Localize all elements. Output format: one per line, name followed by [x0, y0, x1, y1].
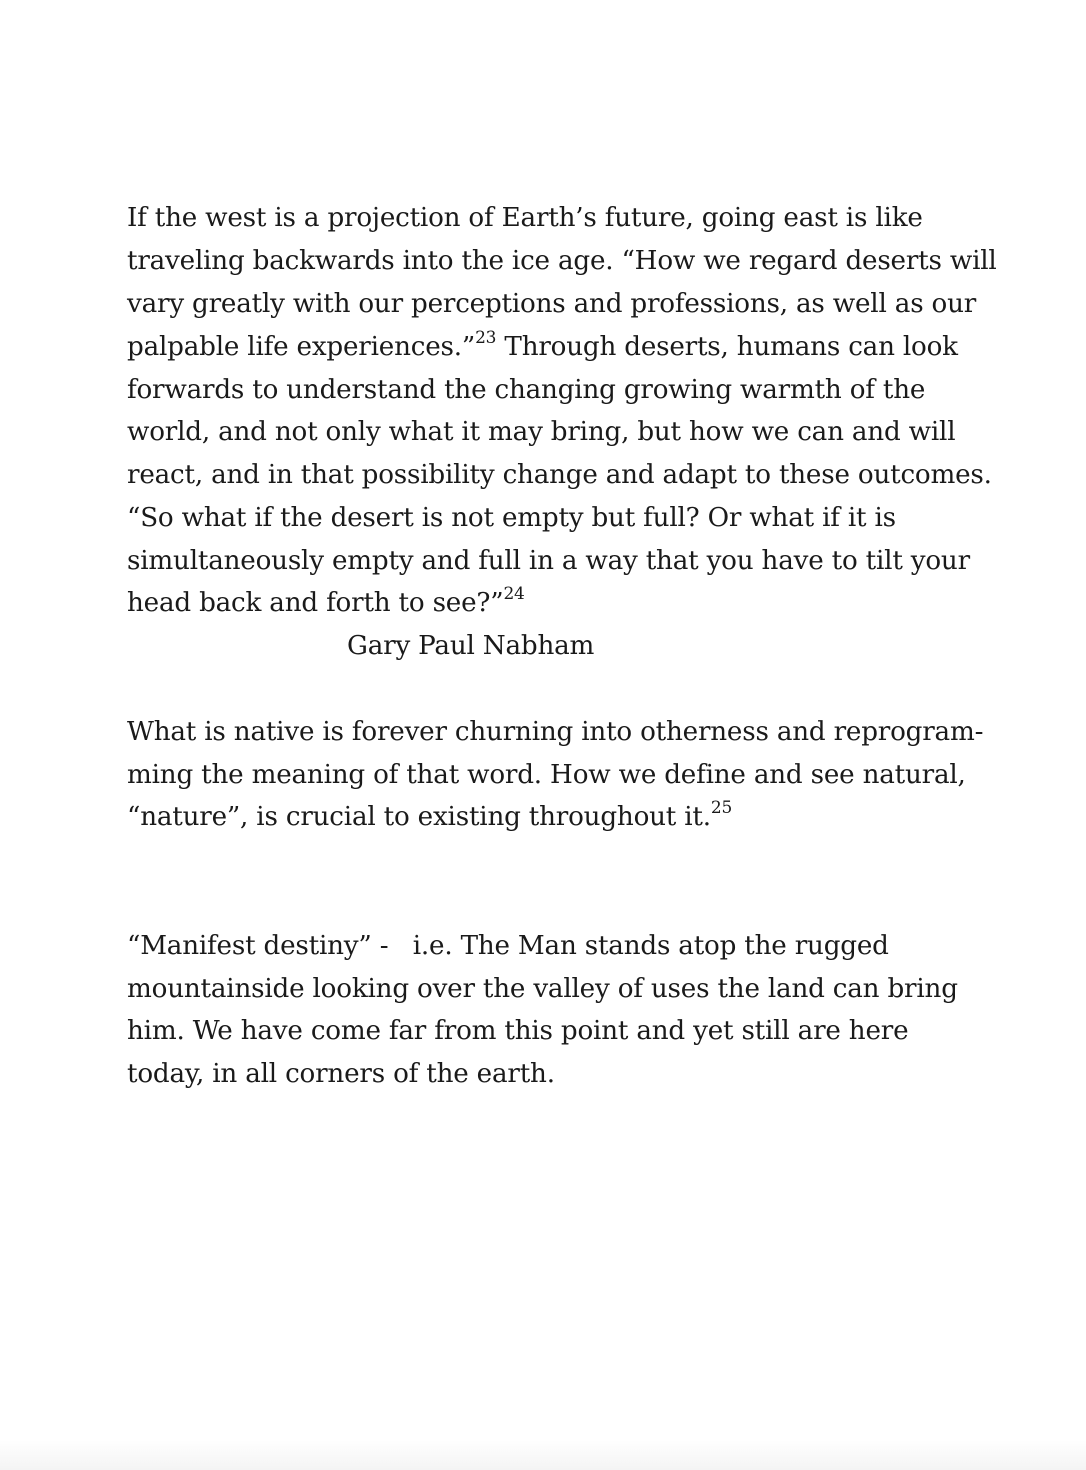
page-bottom-edge	[0, 1440, 1086, 1470]
paragraph-1-line-1: If the west is a projection of Earth’s future, going east is like	[127, 203, 923, 233]
footnote-ref-25: 25	[710, 798, 733, 819]
paragraph-1-line-7: react, and in that possibility change and adapt to these outcomes.	[127, 460, 992, 490]
paragraph-1-line-2: traveling backwards into the ice age. “How we regard deserts will	[127, 246, 997, 276]
paragraph-2-line-2: ming the meaning of that word. How we define and see natural,	[127, 760, 966, 790]
footnote-ref-24: 24	[503, 584, 525, 605]
paragraph-2-line-3-text: “nature”, is crucial to existing throughout it.	[127, 802, 711, 832]
paragraph-1-line-10	[127, 584, 525, 618]
paragraph-1-line-8: “So what if the desert is not empty but full? Or what if it is	[127, 503, 896, 533]
paragraph-3-line-3: him. We have come far from this point and yet still are here	[127, 1016, 909, 1046]
paragraph-1-line-10-text: head back and forth to see?”	[127, 588, 504, 618]
paragraph-2-line-3	[127, 798, 733, 832]
attribution: Gary Paul Nabham	[347, 631, 595, 661]
paragraph-1-line-4-text: palpable life experiences.”	[127, 332, 476, 362]
paragraph-3-line-2: mountainside looking over the valley of uses the land can bring	[127, 974, 958, 1004]
paragraph-1-line-3: vary greatly with our perceptions and professions, as well as our	[127, 289, 977, 319]
paragraph-1-line-5: forwards to understand the changing growing warmth of the	[127, 375, 926, 405]
paragraph-1-line-4-continuation: Through deserts, humans can look	[496, 332, 958, 362]
paragraph-2-line-1: What is native is forever churning into otherness and reprogram-	[127, 717, 984, 747]
paragraph-3-line-1: “Manifest destiny” - i.e. The Man stands atop the rugged	[127, 931, 889, 961]
paragraph-1-line-4	[127, 328, 958, 362]
paragraph-3-line-4: today, in all corners of the earth.	[127, 1059, 555, 1089]
footnote-ref-23: 23	[475, 328, 497, 349]
paragraph-1-line-9: simultaneously empty and full in a way that you have to tilt your	[127, 546, 970, 576]
paragraph-1-line-6: world, and not only what it may bring, but how we can and will	[127, 417, 956, 447]
